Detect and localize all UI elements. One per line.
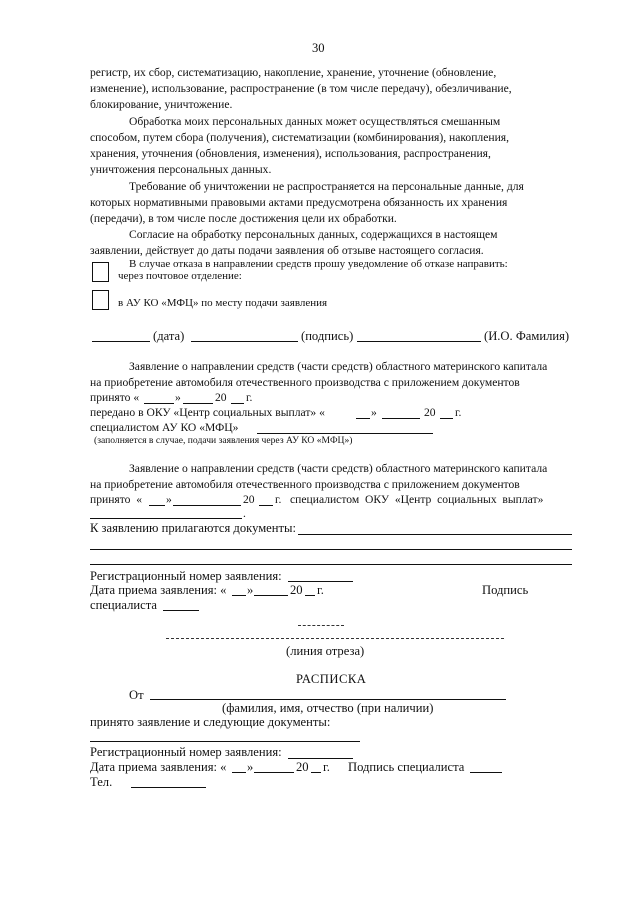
receipt-sign-label: Подпись специалиста — [348, 760, 465, 774]
block1-line: на приобретение автомобиля отечественного производства с приложением документов — [90, 376, 520, 389]
mfc-label: в АУ КО «МФЦ» по месту подачи заявления — [118, 297, 328, 309]
date-caption: (дата) — [153, 329, 185, 343]
block2-year-line[interactable] — [259, 505, 273, 506]
page-number: 30 — [312, 41, 325, 55]
consent-line: В случае отказа в направлении средств прошу уведомление об отказе направить: — [129, 258, 508, 270]
receipt-from-line[interactable] — [150, 699, 506, 700]
receipt-docs-line[interactable] — [90, 741, 360, 742]
block1-transfer-year-line[interactable] — [440, 418, 453, 419]
block1-transfer-year-suffix: г. — [455, 406, 462, 419]
receipt-accepted: принято заявление и следующие документы: — [90, 715, 331, 729]
block1-note: (заполняется в случае, подачи заявления через АУ КО «МФЦ») — [94, 435, 353, 446]
consent-line: способом, путем сбора (получения), систематизации (комбинирования), накопления, — [90, 131, 510, 144]
reg-number-line[interactable] — [288, 581, 353, 582]
receipt-year-line[interactable] — [311, 772, 321, 773]
post-office-checkbox[interactable] — [92, 262, 109, 282]
receipt-month-line[interactable] — [254, 772, 294, 773]
receipt-year-suffix: г. — [323, 760, 330, 774]
reg-year-prefix: 20 — [290, 583, 303, 597]
block1-transfer-prefix: передано в ОКУ «Центр социальных выплат» « — [90, 406, 325, 419]
reg-year-suffix: г. — [317, 583, 324, 597]
receipt-from-label: От — [129, 688, 144, 702]
consent-line: хранения, уточнения (обновления, изменения), использования, распространения, — [90, 147, 491, 160]
reg-specialist-line[interactable] — [163, 610, 199, 611]
cut-line-short — [298, 625, 344, 626]
block1-transfer-month-line[interactable] — [382, 418, 420, 419]
receipt-tel-line[interactable] — [131, 787, 206, 788]
cut-line — [166, 638, 504, 639]
attachments-line[interactable] — [90, 564, 572, 565]
block1-quote-close: » — [175, 391, 181, 404]
consent-line: которых нормативными правовыми актами предусмотрена обязанность их хранения — [90, 196, 508, 209]
receipt-sign-line[interactable] — [470, 772, 502, 773]
cut-line-caption: (линия отреза) — [286, 644, 365, 658]
block2-line: на приобретение автомобиля отечественного производства с приложением документов — [90, 478, 520, 491]
reg-year-line[interactable] — [305, 595, 315, 596]
reg-date-quote: » — [247, 583, 254, 597]
reg-month-line[interactable] — [254, 595, 288, 596]
receipt-day-line[interactable] — [232, 772, 246, 773]
block1-year-prefix: 20 — [215, 391, 227, 404]
block2-quote-close: » — [166, 493, 172, 506]
block1-specialist-line[interactable] — [257, 433, 433, 434]
block1-transfer-year: 20 — [424, 406, 436, 419]
attachments-label: К заявлению прилагаются документы: — [90, 521, 296, 535]
block2-month-line[interactable] — [173, 505, 241, 506]
block2-day-line[interactable] — [149, 505, 165, 506]
consent-line: (передачи), в том числе после достижения цели их обработки. — [90, 212, 397, 225]
post-office-label: через почтовое отделение: — [118, 270, 242, 282]
reg-specialist-label: специалиста — [90, 598, 157, 612]
block1-line: Заявление о направлении средств (части средств) областного материнского капитала — [129, 360, 548, 373]
attachments-line[interactable] — [90, 549, 572, 550]
date-field-line[interactable] — [92, 341, 150, 342]
receipt-reg-line[interactable] — [288, 758, 353, 759]
block2-line: Заявление о направлении средств (части средств) областного материнского капитала — [129, 462, 548, 475]
consent-line: Требование об уничтожении не распространяется на персональные данные, для — [129, 180, 524, 193]
block2-year-prefix: 20 — [243, 493, 255, 506]
name-caption: (И.О. Фамилия) — [484, 329, 570, 343]
block2-period: . — [243, 507, 246, 520]
reg-sign-label: Подпись — [482, 583, 529, 597]
block1-transfer-quote: » — [371, 406, 377, 419]
consent-line: Обработка моих персональных данных может осуществляться смешанным — [129, 115, 501, 128]
block1-accepted-prefix: принято « — [90, 391, 140, 404]
consent-line: регистр, их сбор, систематизацию, накопление, хранение, уточнение (обновление, — [90, 66, 497, 79]
receipt-date-quote: » — [247, 760, 254, 774]
block1-day-line[interactable] — [144, 403, 174, 404]
block1-year-suffix: г. — [246, 391, 253, 404]
reg-day-line[interactable] — [232, 595, 246, 596]
reg-date-prefix: Дата приема заявления: « — [90, 583, 227, 597]
receipt-fio-caption: (фамилия, имя, отчество (при наличии) — [222, 701, 434, 715]
attachments-line[interactable] — [298, 534, 572, 535]
signature-field-line[interactable] — [191, 341, 298, 342]
receipt-date-prefix: Дата приема заявления: « — [90, 760, 227, 774]
name-field-line[interactable] — [357, 341, 481, 342]
block2-specialist-line[interactable] — [90, 518, 242, 519]
block1-transfer-day-line[interactable] — [356, 418, 370, 419]
block2-accepted-prefix: принято « — [90, 493, 143, 506]
block1-year-line[interactable] — [231, 403, 244, 404]
consent-line: изменение), использование, распространение (в том числе передачу), обезличивание, — [90, 82, 512, 95]
receipt-tel-label: Тел. — [90, 775, 113, 789]
consent-line: заявлении, действует до даты подачи заявления об отзыве настоящего согласия. — [90, 244, 484, 257]
block1-specialist: специалистом АУ КО «МФЦ» — [90, 421, 239, 434]
reg-number-label: Регистрационный номер заявления: — [90, 569, 282, 583]
block2-suffix: г. специалистом ОКУ «Центр социальных выплат» — [275, 493, 544, 506]
receipt-title: РАСПИСКА — [296, 672, 367, 686]
consent-line: уничтожения персональных данных. — [90, 163, 272, 176]
consent-line: блокирование, уничтожение. — [90, 98, 233, 111]
mfc-checkbox[interactable] — [92, 290, 109, 310]
receipt-reg-label: Регистрационный номер заявления: — [90, 745, 282, 759]
consent-line: Согласие на обработку персональных данных, содержащихся в настоящем — [129, 228, 498, 241]
block1-month-line[interactable] — [183, 403, 213, 404]
signature-caption: (подпись) — [301, 329, 354, 343]
receipt-year-prefix: 20 — [296, 760, 309, 774]
